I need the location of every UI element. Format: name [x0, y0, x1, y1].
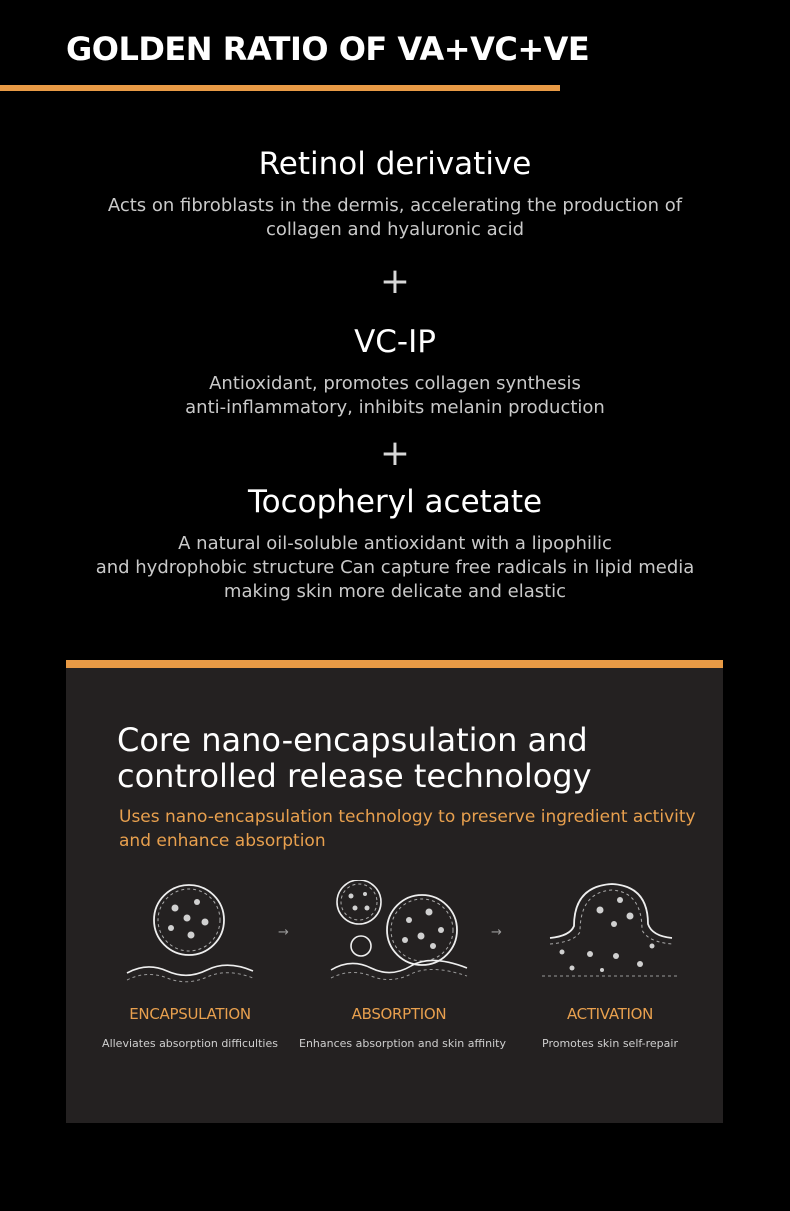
- description-line: making skin more delicate and elastic: [223, 581, 567, 602]
- arrow-icon: →: [491, 925, 502, 940]
- ingredient-retinol: [0, 144, 790, 242]
- step-note: Promotes skin self-repair: [542, 1037, 678, 1050]
- absorption-diagram-icon: [329, 880, 469, 985]
- step-encapsulation: [90, 880, 290, 1050]
- step-label: ENCAPSULATION: [129, 1005, 251, 1023]
- page-title: GOLDEN RATIO OF VA+VC+VE: [66, 30, 590, 68]
- ingredient-vc-ip: [0, 322, 790, 420]
- ingredient-description: [0, 194, 790, 242]
- panel-top-rule: [66, 660, 723, 668]
- ingredient-tocopheryl: [0, 482, 790, 604]
- step-absorption: [299, 880, 506, 1050]
- description-line: A natural oil-soluble antioxidant with a lipophilic: [178, 533, 612, 554]
- step-label: ACTIVATION: [566, 1005, 654, 1023]
- step-activation: [510, 880, 710, 1050]
- encapsulation-diagram-icon: [125, 880, 255, 985]
- title-line: Core nano-encapsulation and: [117, 721, 588, 759]
- description-line: Antioxidant, promotes collagen synthesis: [209, 373, 581, 394]
- activation-diagram-icon: [540, 880, 680, 985]
- technology-panel: [66, 660, 723, 1123]
- step-label: ABSORPTION: [351, 1005, 447, 1023]
- step-note: Alleviates absorption difficulties: [102, 1037, 278, 1050]
- description-line: collagen and hyaluronic acid: [265, 219, 525, 240]
- technology-subtitle: [119, 805, 696, 853]
- ingredient-title: Tocopheryl acetate: [247, 484, 543, 520]
- ingredient-title: Retinol derivative: [258, 146, 532, 182]
- ingredient-description: [0, 372, 790, 420]
- description-line: anti-inflammatory, inhibits melanin production: [185, 397, 605, 418]
- technology-title: [117, 722, 592, 794]
- step-note: Enhances absorption and skin affinity: [299, 1037, 506, 1050]
- arrow-icon: →: [278, 925, 289, 940]
- title-line: controlled release technology: [117, 757, 592, 795]
- plus-icon: +: [379, 433, 411, 474]
- subtitle-line: and enhance absorption: [119, 831, 326, 851]
- ingredient-title: VC-IP: [354, 324, 436, 360]
- plus-icon: +: [379, 261, 411, 302]
- ingredient-description: [0, 532, 790, 604]
- title-underline: [0, 85, 560, 91]
- subtitle-line: Uses nano-encapsulation technology to preserve ingredient activity: [119, 807, 696, 827]
- description-line: and hydrophobic structure Can capture free radicals in lipid media: [95, 557, 695, 578]
- description-line: Acts on fibroblasts in the dermis, accelerating the production of: [107, 195, 683, 216]
